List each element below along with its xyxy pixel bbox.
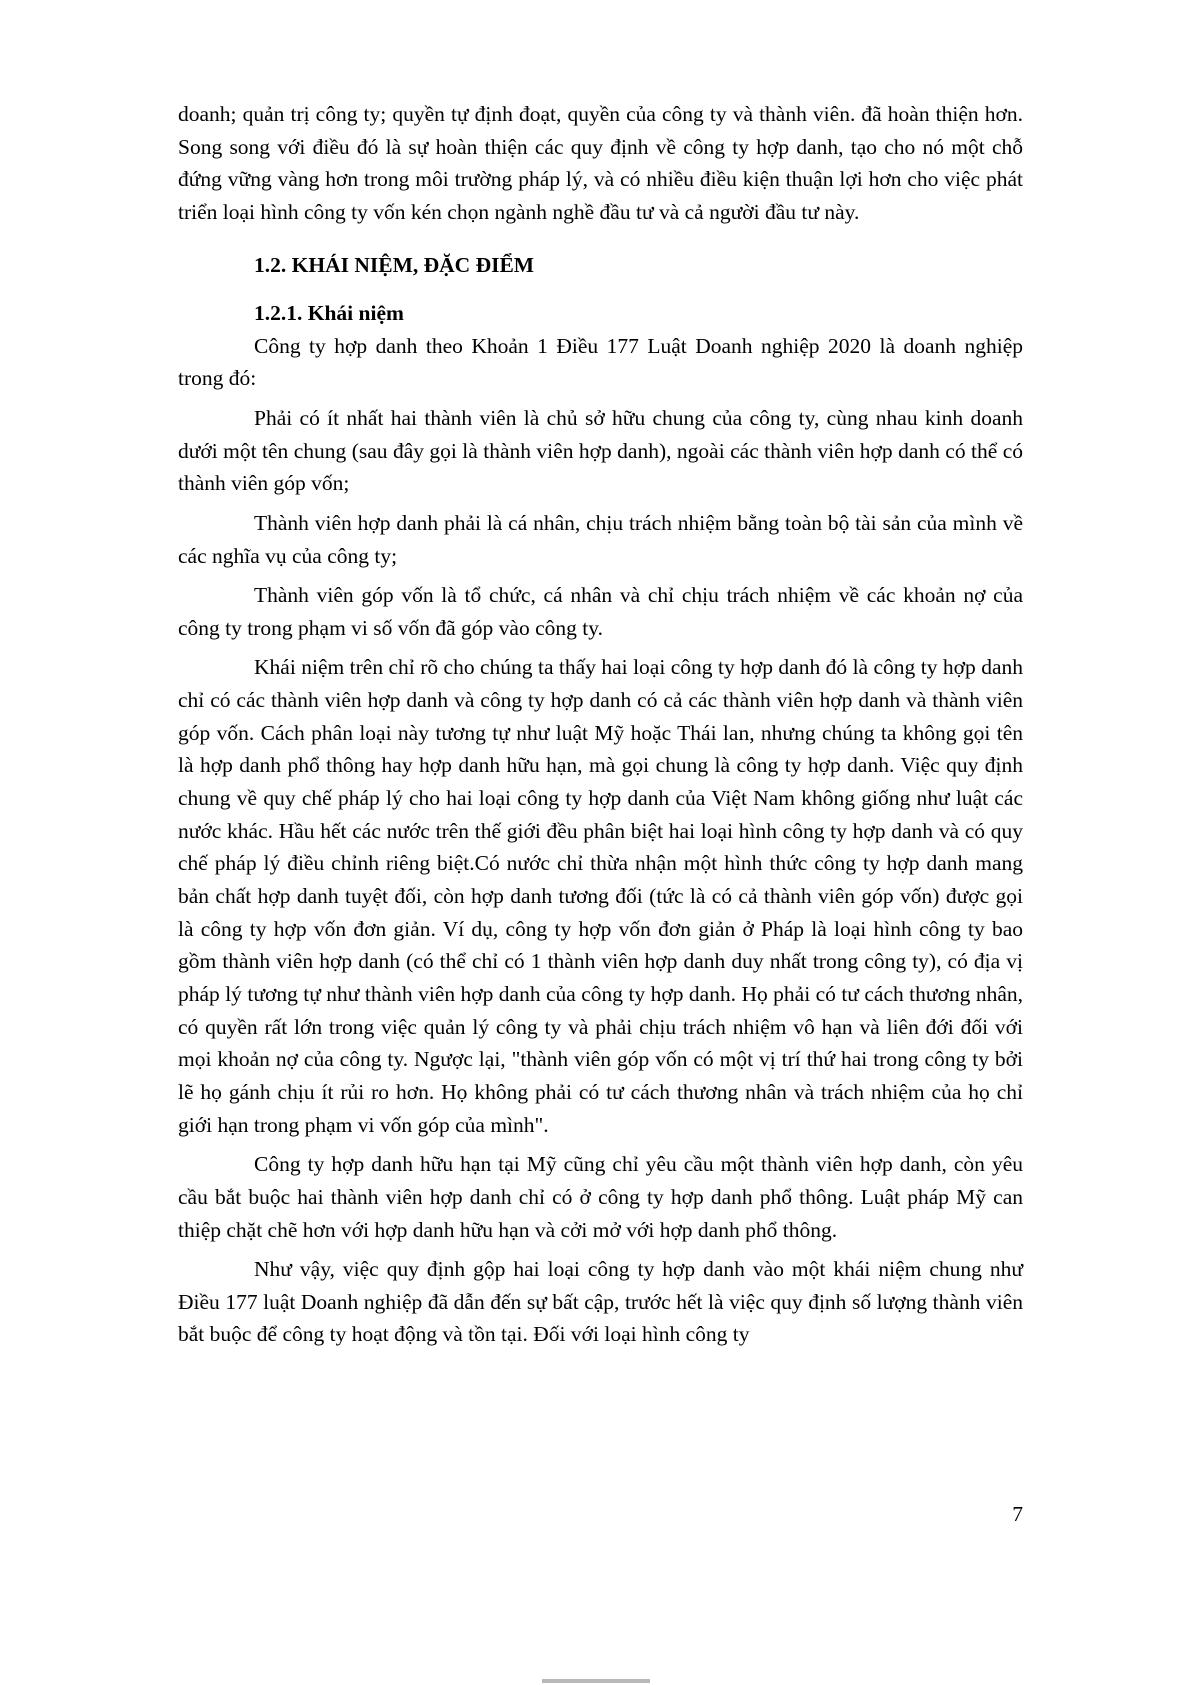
paragraph-definition-intro: Công ty hợp danh theo Khoản 1 Điều 177 Luật Doanh nghiệp 2020 là doanh nghiệp trong đó: (178, 333, 1023, 391)
paragraph-us-law: Công ty hợp danh hữu hạn tại Mỹ cũng chỉ yêu cầu một thành viên hợp danh, còn yêu cầu bắt buộc hai thành viên hợp danh chỉ có ở công ty hợp danh phổ thông. Luật pháp Mỹ can thiệp chặt chẽ hơn với hợp danh hữu hạn và cởi mở với hợp danh phổ thông. (178, 1152, 1023, 1242)
section-subheading: 1.2.1. Khái niệm (254, 301, 404, 326)
paragraph-clause-a: Phải có ít nhất hai thành viên là chủ sở hữu chung của công ty, cùng nhau kinh doanh dưới một tên chung (sau đây gọi là thành viên hợp danh), ngoài các thành viên hợp danh có thể có thành viên góp vốn; (178, 405, 1023, 496)
footer-divider (542, 1679, 650, 1683)
page-content (178, 98, 1023, 1351)
paragraph-conclusion: Như vậy, việc quy định gộp hai loại công ty hợp danh vào một khái niệm chung như Điều 177 luật Doanh nghiệp đã dẫn đến sự bất cập, trước hết là việc quy định số lượng thành viên bắt buộc để công ty hoạt động và tồn tại. Đối với loại hình công ty (178, 1257, 1023, 1347)
paragraph-clause-c: Thành viên góp vốn là tổ chức, cá nhân và chỉ chịu trách nhiệm về các khoản nợ của công ty trong phạm vi số vốn đã góp vào công ty. (178, 583, 1023, 640)
paragraph-analysis: Khái niệm trên chỉ rõ cho chúng ta thấy hai loại công ty hợp danh đó là công ty hợp danh chỉ có các thành viên hợp danh và công ty hợp danh có cả các thành viên hợp danh và thành viên góp vốn. Cách phân loại này tương tự như luật Mỹ hoặc Thái lan, nhưng chúng ta không gọi tên là hợp danh phổ thông hay hợp danh hữu hạn, mà gọi chung là công ty hợp danh. Việc quy định chung về quy chế pháp lý cho hai loại công ty hợp danh của Việt Nam không giống như luật các nước khác. Hầu hết các nước trên thế giới đều phân biệt hai loại hình công ty hợp danh và có quy chế pháp lý điều chỉnh riêng biệt.Có nước chỉ thừa nhận một hình thức công ty hợp danh mang bản chất hợp danh tuyệt đối, còn hợp danh tương đối (tức là có cả thành viên góp vốn) được gọi là công ty hợp vốn đơn giản. Ví dụ, công ty hợp vốn đơn giản ở Pháp là loại hình công ty bao gồm thành viên hợp danh (có thể chỉ có 1 thành viên hợp danh duy nhất trong công ty), có địa vị pháp lý tương tự như thành viên hợp danh của công ty hợp danh. Họ phải có tư cách thương nhân, có quyền rất lớn trong việc quản lý công ty và phải chịu trách nhiệm vô hạn và liên đới đối với mọi khoản nợ của công ty. Ngược lại, "thành viên góp vốn có một vị trí thứ hai trong công ty bởi lẽ họ gánh chịu ít rủi ro hơn. Họ không phải có tư cách thương nhân và trách nhiệm của họ chỉ giới hạn trong phạm vi vốn góp của mình". (178, 655, 1023, 1137)
page-number: 7 (1012, 1502, 1023, 1526)
paragraph-clause-b: Thành viên hợp danh phải là cá nhân, chịu trách nhiệm bằng toàn bộ tài sản của mình về các nghĩa vụ của công ty; (178, 510, 1023, 568)
section-heading: 1.2. KHÁI NIỆM, ĐẶC ĐIỂM (254, 253, 535, 278)
paragraph-continued: doanh; quản trị công ty; quyền tự định đoạt, quyền của công ty và thành viên. đã hoàn thiện hơn. Song song với điều đó là sự hoàn thiện các quy định về công ty hợp danh, tạo cho nó một chỗ đứng vững vàng hơn trong môi trường pháp lý, và có nhiều điều kiện thuận lợi hơn cho việc phát triển loại hình công ty vốn kén chọn ngành nghề đầu tư và cả người đầu tư này. (178, 102, 1023, 225)
